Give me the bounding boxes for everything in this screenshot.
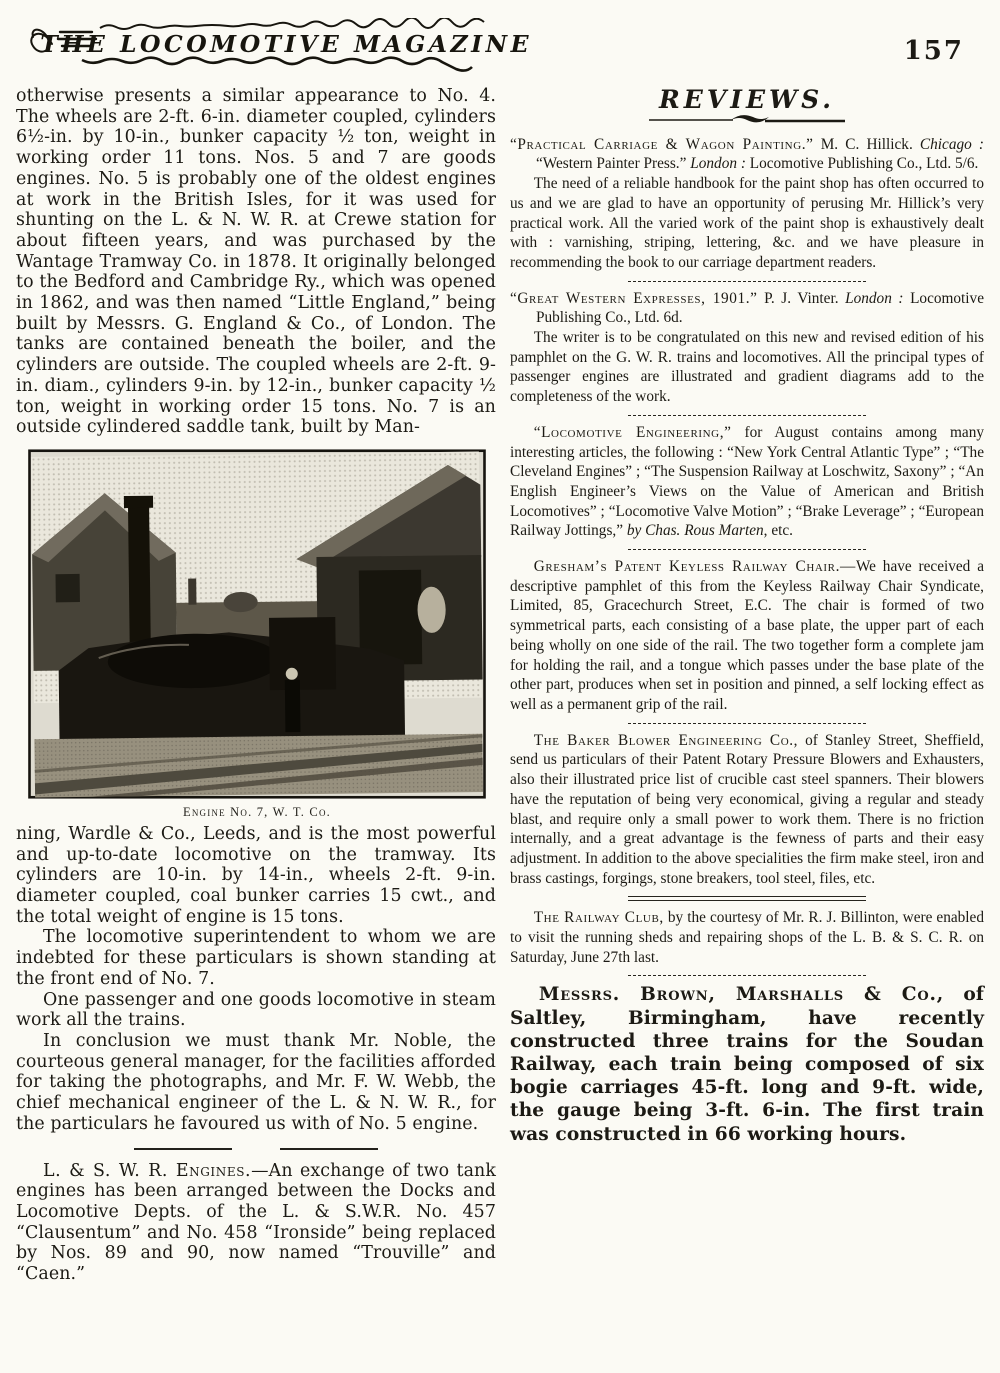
photo-caption: Engine No. 7, W. T. Co. xyxy=(183,804,331,819)
masthead-flourish-art xyxy=(22,18,532,74)
page-body xyxy=(0,86,1000,1285)
reviews-section-title: REVIEWS. xyxy=(659,85,835,114)
note-lead: Messrs. Brown, Marshalls & Co., xyxy=(538,984,944,1006)
note-lead: Gresham’s Patent Keyless Railway Chair.— xyxy=(533,558,856,576)
engine-photo xyxy=(28,449,486,799)
lswr-note-text: —An exchange of two tank engines has been arranged between the Docks and Locomotive Depts. of the L. & S.W.R. No. 457 “Clausentum” and No. 458 “Ironside” being replaced by Nos. 89 and 90, now named “Trouville” and “Caen.” xyxy=(16,1160,496,1285)
note-text: by the courtesy of Mr. R. J. Billinton, were enabled to visit the running sheds and repairing shops of the L. B. & S. C. R. on Saturday, June 27th last. xyxy=(510,909,985,966)
section-divider-double xyxy=(628,896,866,901)
body-paragraph-conclusion: In conclusion we must thank Mr. Noble, the courteous general manager, for the facilities afforded for taking the photographs, and Mr. F. W. Webb, the chief mechanical engineer of the L. & N. W. R., for the particulars he favoured us with of No. 5 engine. xyxy=(16,1030,496,1134)
review-publisher: “Western Painter Press.” xyxy=(536,155,691,173)
section-divider xyxy=(628,281,866,282)
body-paragraph-passenger: One passenger and one goods locomotive in steam work all the trains. xyxy=(16,989,496,1031)
page-number: 157 xyxy=(903,36,964,66)
note-locomotive-engineering xyxy=(510,423,984,541)
review-place: Chicago : xyxy=(919,135,984,153)
review-heading-gwr xyxy=(510,289,984,328)
review-body-painting: The need of a reliable handbook for the paint shop has often occurred to us and we are glad to have an opportunity of perusing Mr. Hillick’s very practical work. All the varied work of the paint shop is exhaustively dealt with : varnishing, striping, lettering, &c. and we have pleasure in recommending the book to our carriage department readers. xyxy=(510,175,984,271)
photo-ground-tracks xyxy=(34,734,483,798)
review-publisher-price: Locomotive Publishing Co., Ltd. 6d. xyxy=(536,289,984,327)
note-gresham-chair xyxy=(510,557,984,715)
section-divider xyxy=(628,549,866,550)
section-divider xyxy=(628,975,866,976)
review-title: “Great Western Expresses, 1901.” xyxy=(510,289,758,307)
note-lead: “Locomotive Engineering,” xyxy=(533,423,732,441)
review-publisher-price: Locomotive Publishing Co., Ltd. 5/6. xyxy=(745,155,979,173)
review-body-gwr: The writer is to be congratulated on this new and revised edition of his pamphlet on the G. W. R. trains and locomotives. All the principal types of passenger engines are illustrated and gradient diagrams add to the completeness of the work. xyxy=(510,329,984,406)
body-paragraph-wheels: otherwise presents a similar appearance to No. 4. The wheels are 2-ft. 6-in. diameter coupled, cylinders 6½-in. by 10-in., bunker capacity ½ ton, weight in working order 11 tons. Nos. 5 and 7 are goods engines. No. 5 is probably one of the oldest engines at work in the British Isles, for it was used for shunting on the L. & N. W. R. at Crewe station for about fifteen years, and was purchased by the Wantage Tramway Co. in 1878. It originally belonged to the Bedford and Cambridge Ry., which was opened in 1862, and was then named “Little England,” being built by Messrs. G. England & Co., of London. The tanks are contained beneath the boiler, and the cylinders are outside. The coupled wheels are 2-ft. 9-in. diam., cylinders 9-in. by 12-in., bunker capacity ½ ton, weight in working order 15 tons. No. 7 is an outside cylindered saddle tank, built by Man- xyxy=(16,86,496,438)
review-place: London : xyxy=(845,289,904,307)
masthead-banner xyxy=(22,18,532,78)
note-railway-club xyxy=(510,908,984,967)
lswr-note-lead: L. & S. W. R. Engines. xyxy=(42,1160,252,1181)
engine-photo-figure xyxy=(28,449,486,820)
banner-under-rule xyxy=(82,58,472,71)
review-heading-painting xyxy=(510,135,984,174)
review-place: London : xyxy=(690,155,746,173)
section-divider xyxy=(628,415,866,416)
note-text: We have received a descriptive pamphlet of this from the Keyless Railway Chair Syndicate, Limited, 85, Gracechurch Street, E.C. The chair is formed of two symmetrical parts, each consisting of a base plate, the upper part of each being wholly on one side of the rail. The two together form a complete jam for holding the rail, and a tongue which passes under the base plate of the other part, produces when set in position and pinned, a self locking effect as well as a permanent grip of the rail. xyxy=(510,558,984,713)
note-brown-marshalls xyxy=(510,983,984,1145)
note-baker-blower xyxy=(510,731,984,889)
review-author: M. C. Hillick. xyxy=(813,135,920,153)
right-column xyxy=(510,86,984,1285)
lswr-engines-note xyxy=(16,1161,496,1285)
note-text: of Stanley Street, Sheffield, send us particulars of their Patent Rotary Pressure Blowers and Exhausters, also their illustrated price list of crucible cast steel spanners. Their blowers have the reputation of being very economical, giving a regular and steady blast, and require only a small power to work them. There is no friction internally, and a great advantage is the fewness of parts and their easy adjustment. In addition to the above specialities the firm make steel, iron and brass castings, forgings, stone breakers, tool steel, files, etc. xyxy=(510,731,985,887)
note-lead: The Baker Blower Engineering Co., xyxy=(533,731,799,749)
note-text: for August contains among many interesting articles, the following : “New York Central Atlantic Type” ; “The Cleveland Engines” ; “The Suspension Railway at Loschwitz, Saxony” ; “An English Engineer’s Views on the Value of American and British Locomotives” ; “Locomotive Valve Motion” ; “Brake Leverage” ; “European Railway Jottings,” xyxy=(510,423,984,540)
body-paragraph-superintendent: The locomotive superintendent to whom we are indebted for these particulars is shown standing at the front end of No. 7. xyxy=(16,927,496,989)
note-text: of Saltley, Birmingham, have recently constructed three trains for the Soudan Railway, each train being composed of six bogie carriages 45-ft. long and 9-ft. wide, the gauge being 3-ft. 6-in. The first train was constructed in 66 working hours. xyxy=(510,984,984,1145)
note-lead: The Railway Club, xyxy=(533,909,664,927)
note-byline: by Chas. Rous Marten xyxy=(626,522,764,540)
banner-top-rule xyxy=(100,18,484,29)
review-author: P. J. Vinter. xyxy=(757,289,846,307)
section-divider xyxy=(628,723,866,724)
body-paragraph-wardle: ning, Wardle & Co., Leeds, and is the most powerful and up-to-date locomotive on the tramway. Its cylinders are 10-in. by 14-in., wheels 2-ft. 9-in. diameter coupled, coal bunker carries 15 cwt., and the total weight of engine is 15 tons. xyxy=(16,823,496,927)
review-title: “Practical Carriage & Wagon Painting.” xyxy=(510,135,814,153)
left-column xyxy=(16,86,496,1285)
magazine-title: THE LOCOMOTIVE MAGAZINE. xyxy=(40,30,532,58)
section-divider-pair xyxy=(16,1148,496,1150)
note-text: , etc. xyxy=(763,522,793,540)
